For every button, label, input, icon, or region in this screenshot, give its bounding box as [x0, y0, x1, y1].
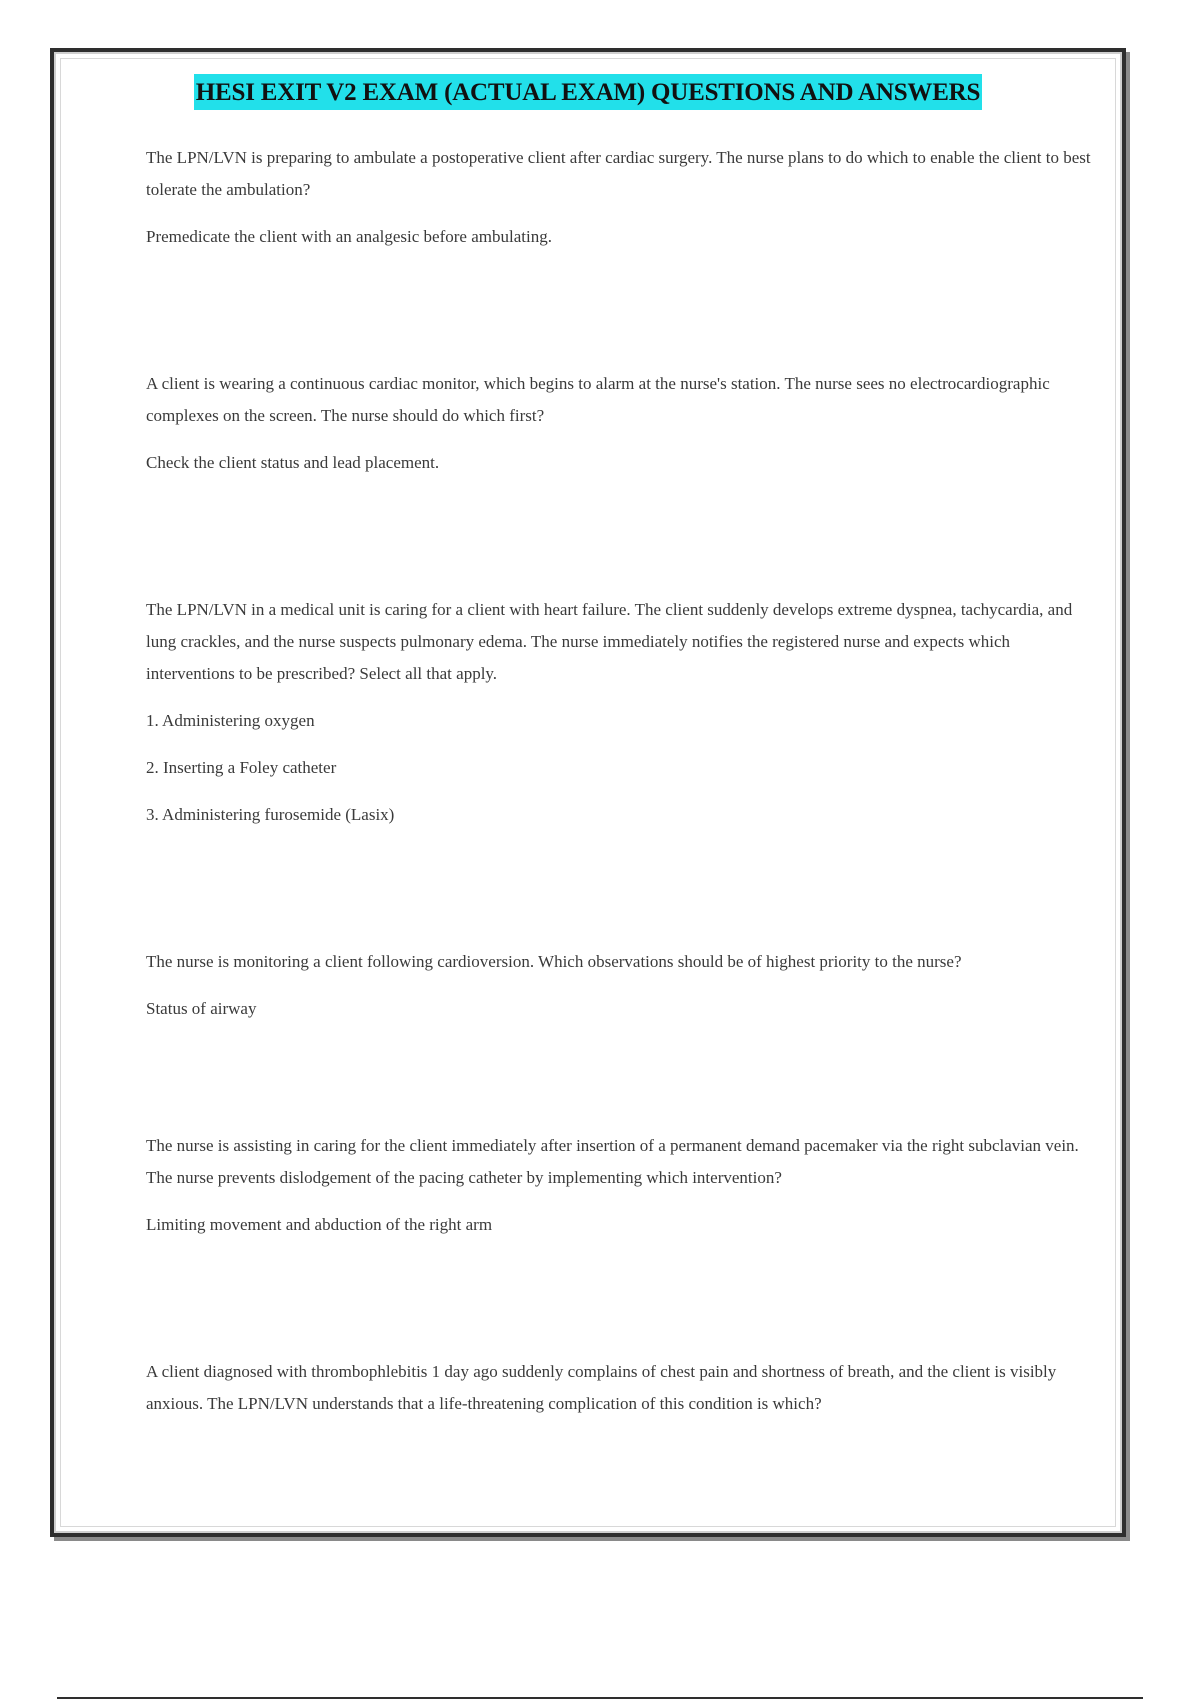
spacer — [146, 253, 1096, 368]
question-text: A client is wearing a continuous cardiac monitor, which begins to alarm at the nurse's station. The nurse sees no electrocardiographic complexes on the screen. The nurse should do which first? — [146, 374, 1050, 425]
document-content — [146, 142, 1096, 1420]
spacer — [146, 1241, 1096, 1356]
answer-text: Premedicate the client with an analgesic before ambulating. — [146, 227, 552, 246]
qa-item-5 — [146, 1130, 1096, 1241]
answer-text: Check the client status and lead placement. — [146, 453, 440, 472]
qa-item-3 — [146, 594, 1096, 831]
document-title: HESI EXIT V2 EXAM (ACTUAL EXAM) QUESTIONS AND ANSWERS — [194, 74, 982, 110]
answer-text: Limiting movement and abduction of the right arm — [146, 1215, 493, 1234]
question-text: The nurse is assisting in caring for the client immediately after insertion of a permanent demand pacemaker via the right subclavian vein. The nurse prevents dislodgement of the pacing catheter by implementing which intervention? — [146, 1136, 1079, 1187]
document-page — [50, 48, 1126, 1537]
question-text: The LPN/LVN is preparing to ambulate a postoperative client after cardiac surgery. The nurse plans to do which to enable the client to best tolerate the ambulation? — [146, 148, 1091, 199]
spacer — [146, 831, 1096, 946]
question-text: A client diagnosed with thrombophlebitis 1 day ago suddenly complains of chest pain and shortness of breath, and the client is visibly anxious. The LPN/LVN understands that a life-threatening complication of this condition is which? — [146, 1362, 1057, 1413]
spacer — [146, 1025, 1096, 1130]
question-text: The LPN/LVN in a medical unit is caring for a client with heart failure. The client suddenly develops extreme dyspnea, tachycardia, and lung crackles, and the nurse suspects pulmonary edema. The nurse immediately notifies the registered nurse and expects which interventions to be prescribed? Select all that apply. — [146, 600, 1073, 683]
spacer — [146, 479, 1096, 594]
footer-rule — [57, 1697, 1143, 1699]
qa-item-2 — [146, 368, 1096, 479]
qa-item-4 — [146, 946, 1096, 1025]
qa-item-1 — [146, 142, 1096, 253]
answer-text: Status of airway — [146, 999, 257, 1018]
title-wrap — [54, 74, 1122, 110]
answer-option: 3. Administering furosemide (Lasix) — [146, 805, 395, 824]
answer-option: 1. Administering oxygen — [146, 711, 315, 730]
question-text: The nurse is monitoring a client following cardioversion. Which observations should be of highest priority to the nurse? — [146, 952, 962, 971]
answer-option: 2. Inserting a Foley catheter — [146, 758, 337, 777]
qa-item-6 — [146, 1356, 1096, 1420]
